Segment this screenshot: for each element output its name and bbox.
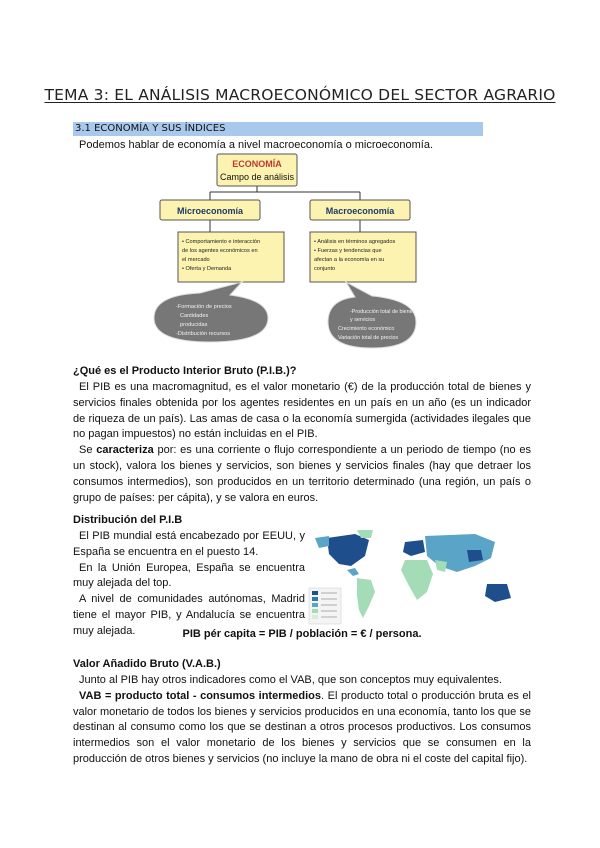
micro-item: • Comportamiento e interacción [182,239,261,245]
pib-heading: ¿Qué es el Producto Interior Bruto (P.I.B.)? [73,365,297,377]
root-title: ECONOMÍA [232,159,282,169]
vab-p2-post: . El producto total o producción bruta es el valor monetario de todos los bienes y servicios producidos en una economía, tanto los que se destinan al consumo como los que se destinan a otros procesos productivos. Los consumos intermedios son el valor monetario de los bienes y servicios que se consumen en la producción de otros bienes y servicios (no incluye la mano de obra ni el coste del capital fijo). [73,689,531,765]
legend-swatch [312,591,318,595]
macro-item: • Fuerzas y tendencias que [314,248,382,254]
vab-formula-bold: VAB = producto total - consumos intermedios [79,689,322,702]
economy-diagram [150,150,450,355]
macro-bubble-item: y servicios [350,317,376,323]
distribution-paragraph-1: El PIB mundial está encabezado por EEUU, y España se encuentra en el puesto 14. [73,530,305,558]
macro-label: Macroeconomía [325,206,395,216]
macro-bubble-item: -Producción total de bienes [350,309,416,315]
china-shape [467,550,483,562]
page-title: TEMA 3: EL ANÁLISIS MACROECONÓMICO DEL SECTOR AGRARIO [44,86,556,104]
micro-bubble-item: -Distribución recursos [176,331,231,337]
pib-text [73,380,531,506]
pib-p2-post: por: es una corriente o flujo correspondiente a un periodo de tiempo (no es un stock), valora los bienes y servicios, son bienes y servicios finales (hay que detraer los consumos intermedios), son producidos en un territorio determinado (una región, un país o grupo de países: per cápita), y se valora en euros. [73,444,531,504]
vab-paragraph-1: Junto al PIB hay otros indicadores como el VAB, que son conceptos muy equivalentes. [79,674,502,686]
distribution-paragraph-3: A nivel de comunidades autónomas, Madrid tiene el mayor PIB, y Andalucía se encuentra muy alejada. [73,593,305,637]
vab-heading: Valor Añadido Bruto (V.A.B.) [73,658,221,670]
macro-bubble-item: Variación total de precios [338,335,399,341]
legend-swatch [312,609,318,613]
pib-p2-bold: caracteriza [96,444,154,457]
distribution-paragraph-2: En la Unión Europea, España se encuentra muy alejada del top. [73,561,305,590]
legend-swatch [312,615,318,619]
pib-per-capita-formula: PIB pér capita = PIB / población = € / persona. [182,628,422,640]
micro-item: el mercado [182,257,210,263]
world-gdp-map [307,526,528,626]
section-heading: 3.1 ECONOMÍA Y SUS ÍNDICES [73,122,483,136]
micro-label: Microeconomía [176,206,244,216]
legend-swatch [312,603,318,607]
pib-paragraph-1: El PIB es una macromagnitud, es el valor monetario (€) de la producción total de bienes y servicios finales obtenida por los agentes residentes en un país en un año (es un indicador de riqueza de un país). Las amas de casa o la economía sumergida (actividades ilegales que no pagan impuestos) no están incluidas en el PIB. [73,381,531,441]
micro-item: de los agentes económicos en [182,248,258,254]
micro-bubble-item: producidas [180,322,208,328]
vab-paragraph-2 [73,689,531,768]
macro-item: conjunto [314,266,336,272]
micro-bubble-item: -Formación de precios [176,304,232,310]
vab-text [73,673,531,768]
pib-p2-pre: Se [79,444,97,457]
micro-bubble-item: Cantidades [180,313,209,319]
distribution-heading: Distribución del P.I.B [73,514,183,526]
macro-item: afectan a la economía en su [314,257,385,263]
micro-item: • Oferta y Demanda [182,266,232,272]
root-subtitle: Campo de análisis [219,172,295,182]
intro-paragraph: Podemos hablar de economía a nivel macroeconomía o microeconomía. [79,139,434,151]
macro-item: • Análisis en términos agregados [314,239,396,245]
pib-paragraph-2 [73,443,531,506]
macro-bubble-item: Crecimiento económico [338,326,395,332]
legend-swatch [312,597,318,601]
distribution-text [73,529,305,640]
